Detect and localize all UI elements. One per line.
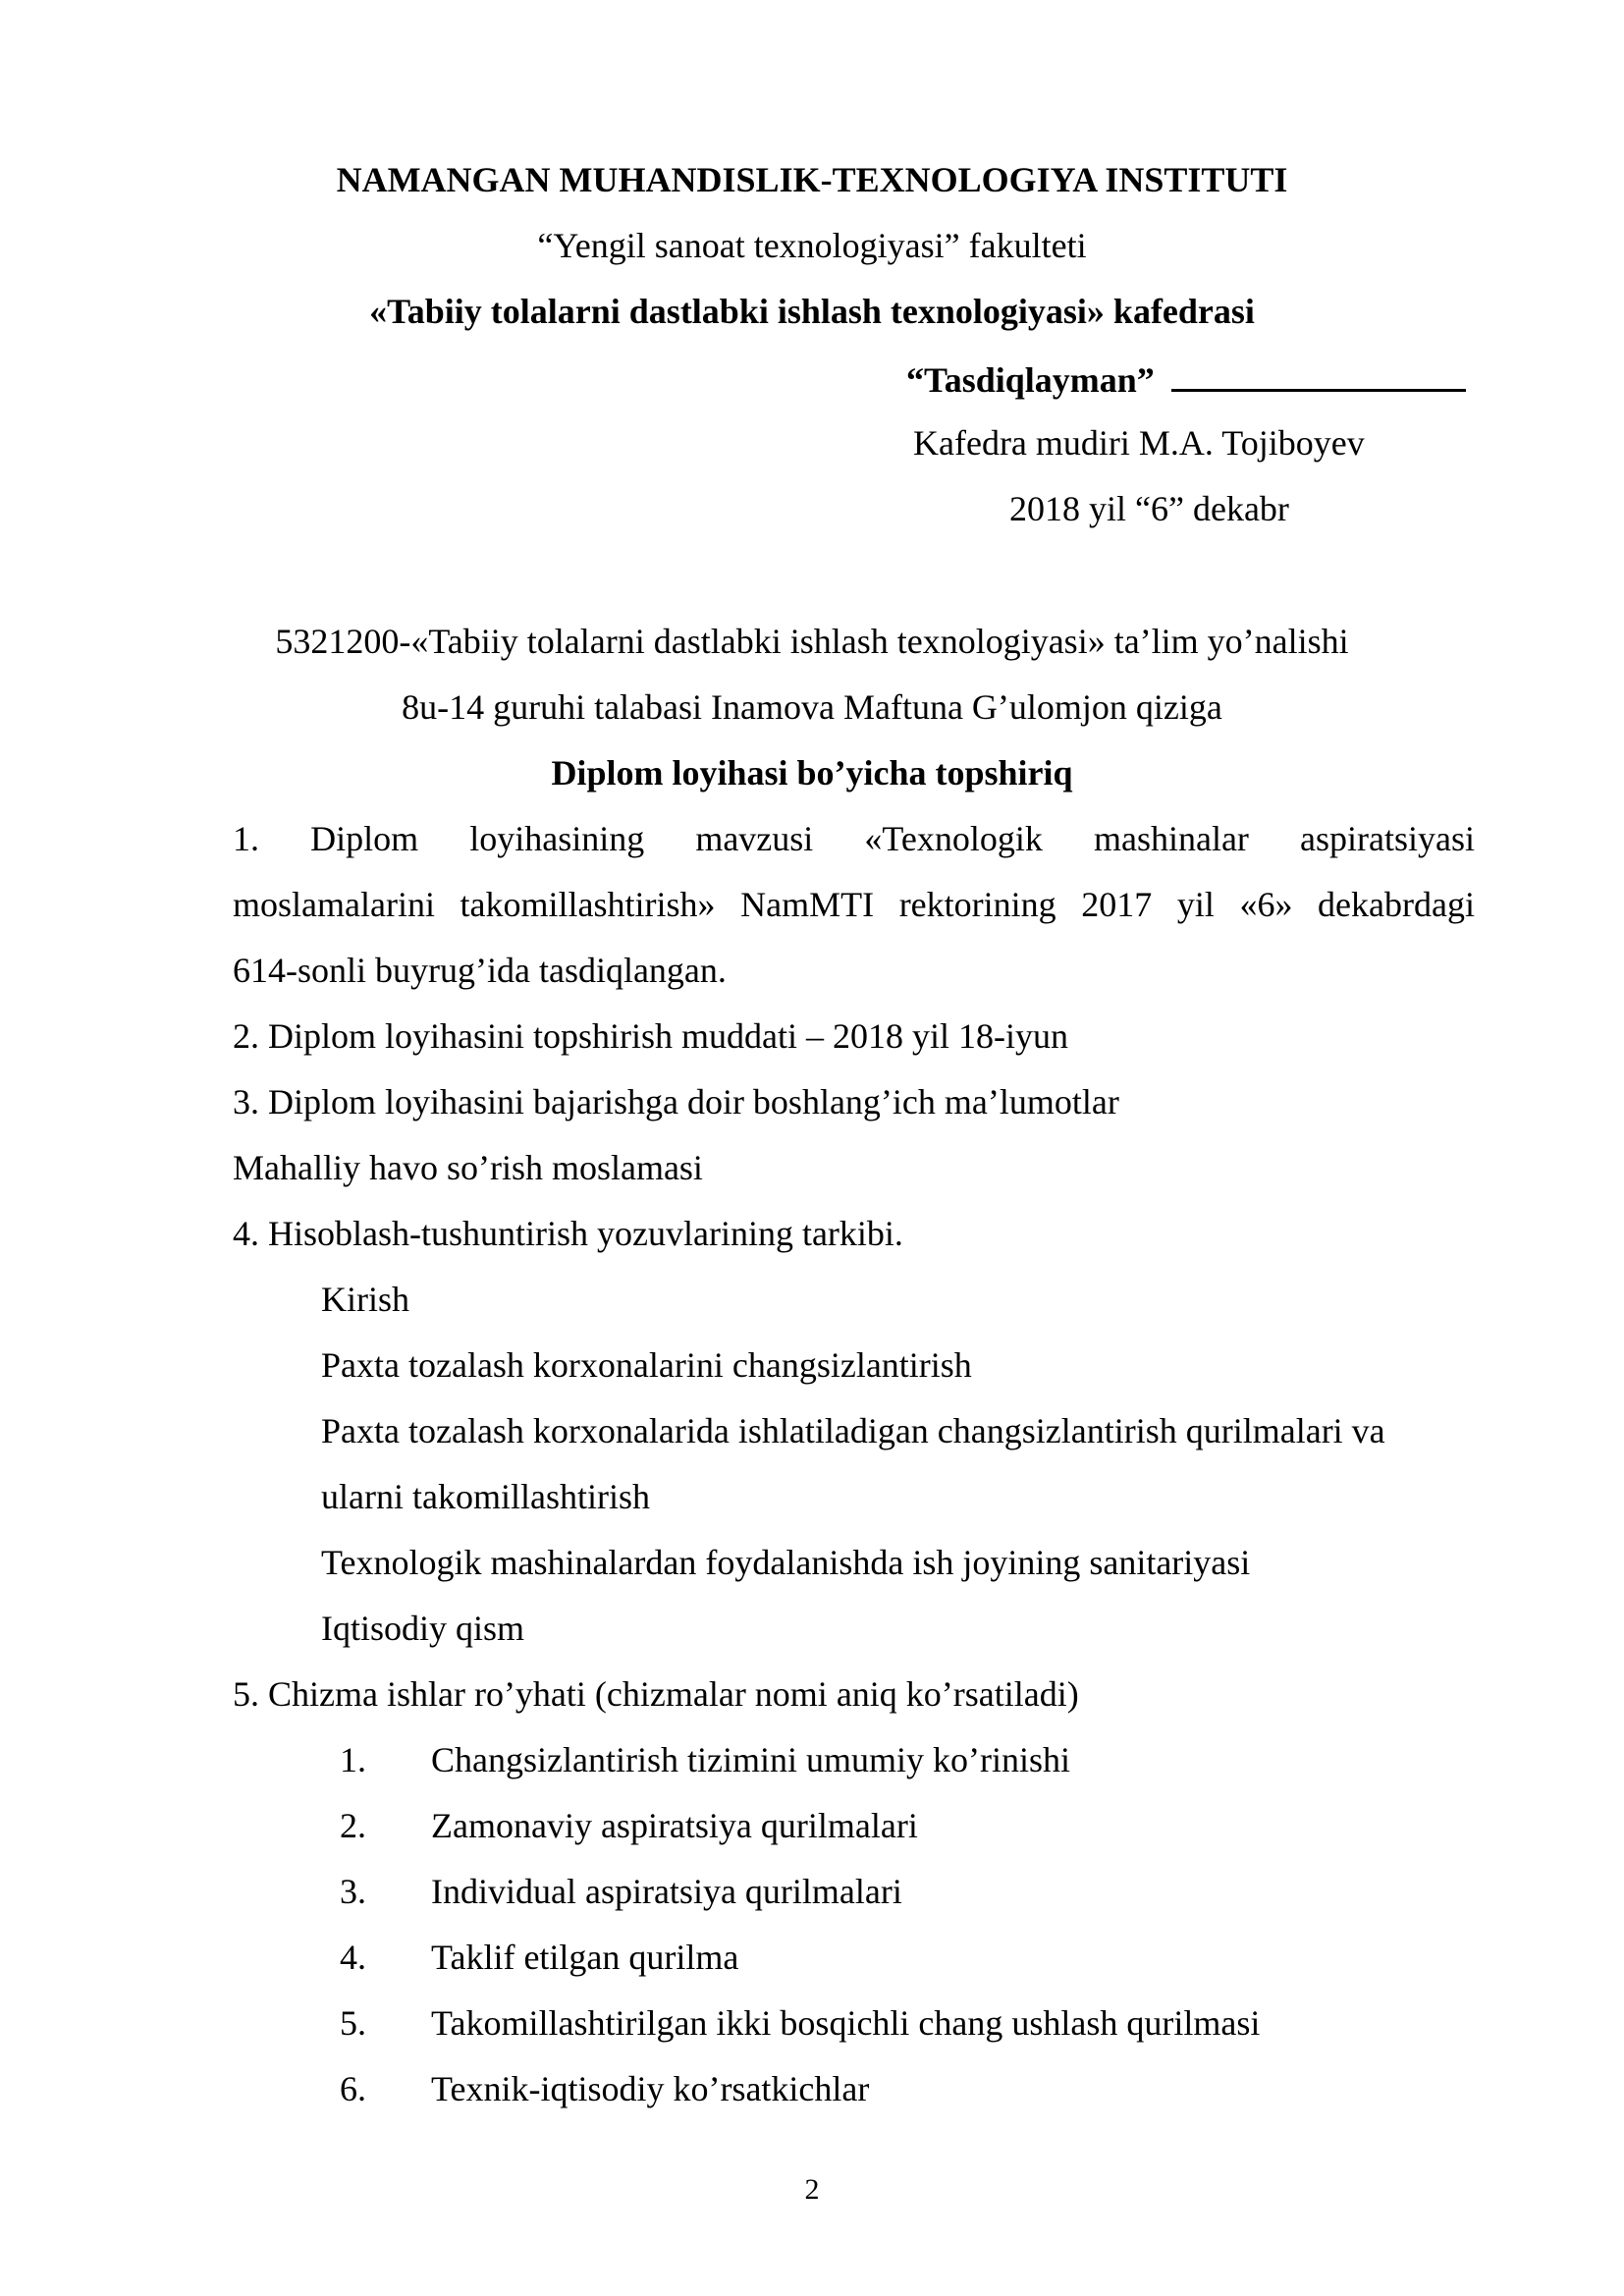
department-name: «Tabiiy tolalarni dastlabki ishlash texnologiyasi» kafedrasi	[369, 292, 1255, 331]
drawing-label: Takomillashtirilgan ikki bosqichli chang ushlash qurilmasi	[431, 2003, 1261, 2043]
drawing-number: 1.	[340, 1740, 366, 1779]
list-item: Paxta tozalash korxonalarida ishlatiladigan changsizlantirish qurilmalari va	[321, 1411, 1385, 1450]
student-line: 8u-14 guruhi talabasi Inamova Maftuna G’ulomjon qiziga	[402, 687, 1222, 727]
program-line: 5321200-«Tabiiy tolalarni dastlabki ishlash texnologiyasi» ta’lim yo’nalishi	[275, 622, 1349, 661]
list-item: ularni takomillashtirish	[321, 1477, 650, 1516]
list-item: Texnologik mashinalardan foydalanishda ish joyining sanitariyasi	[321, 1543, 1251, 1582]
drawing-number: 2.	[340, 1806, 366, 1845]
list-item: Iqtisodiy qism	[321, 1609, 525, 1648]
document-title: Diplom loyihasi bo’yicha topshiriq	[551, 753, 1073, 793]
approval-label: “Tasdiqlayman”	[906, 360, 1164, 400]
drawing-label: Texnik-iqtisodiy ko’rsatkichlar	[431, 2069, 870, 2108]
item1-line1: 1. Diplom loyihasining mavzusi «Texnologik mashinalar aspiratsiyasi	[233, 819, 1475, 858]
item4-contents: 4. Hisoblash-tushuntirish yozuvlarining tarkibi.	[233, 1214, 903, 1253]
signature-line	[1171, 359, 1466, 392]
drawing-label: Changsizlantirish tizimini umumiy ko’rinishi	[431, 1740, 1070, 1779]
drawing-number: 3.	[340, 1872, 366, 1911]
drawing-label: Taklif etilgan qurilma	[431, 1938, 739, 1977]
item1-line2: moslamalarini takomillashtirish» NamMTI rektorining 2017 yil «6» dekabrdagi	[233, 885, 1475, 924]
faculty-name: “Yengil sanoat texnologiyasi” fakulteti	[537, 226, 1087, 265]
item3-detail: Mahalliy havo so’rish moslamasi	[233, 1148, 703, 1187]
item2-deadline: 2. Diplom loyihasini topshirish muddati – 2018 yil 18-iyun	[233, 1016, 1068, 1056]
item3-initial-data: 3. Diplom loyihasini bajarishga doir boshlang’ich ma’lumotlar	[233, 1082, 1119, 1121]
page-number: 2	[804, 2173, 820, 2206]
institute-name: NAMANGAN MUHANDISLIK-TEXNOLOGIYA INSTITUTI	[336, 160, 1288, 199]
list-item: Kirish	[321, 1280, 409, 1319]
approval-date: 2018 yil “6” dekabr	[1009, 489, 1289, 528]
approval-stamp	[906, 359, 1466, 398]
drawing-label: Zamonaviy aspiratsiya qurilmalari	[431, 1806, 918, 1845]
item1-line3: 614-sonli buyrug’ida tasdiqlangan.	[233, 951, 727, 990]
drawing-number: 5.	[340, 2003, 366, 2043]
drawing-number: 6.	[340, 2069, 366, 2108]
list-item: Paxta tozalash korxonalarini changsizlantirish	[321, 1345, 972, 1385]
item5-drawings: 5. Chizma ishlar ro’yhati (chizmalar nomi aniq ko’rsatiladi)	[233, 1674, 1079, 1714]
drawing-number: 4.	[340, 1938, 366, 1977]
department-head: Kafedra mudiri M.A. Tojiboyev	[913, 423, 1365, 463]
drawing-label: Individual aspiratsiya qurilmalari	[431, 1872, 902, 1911]
